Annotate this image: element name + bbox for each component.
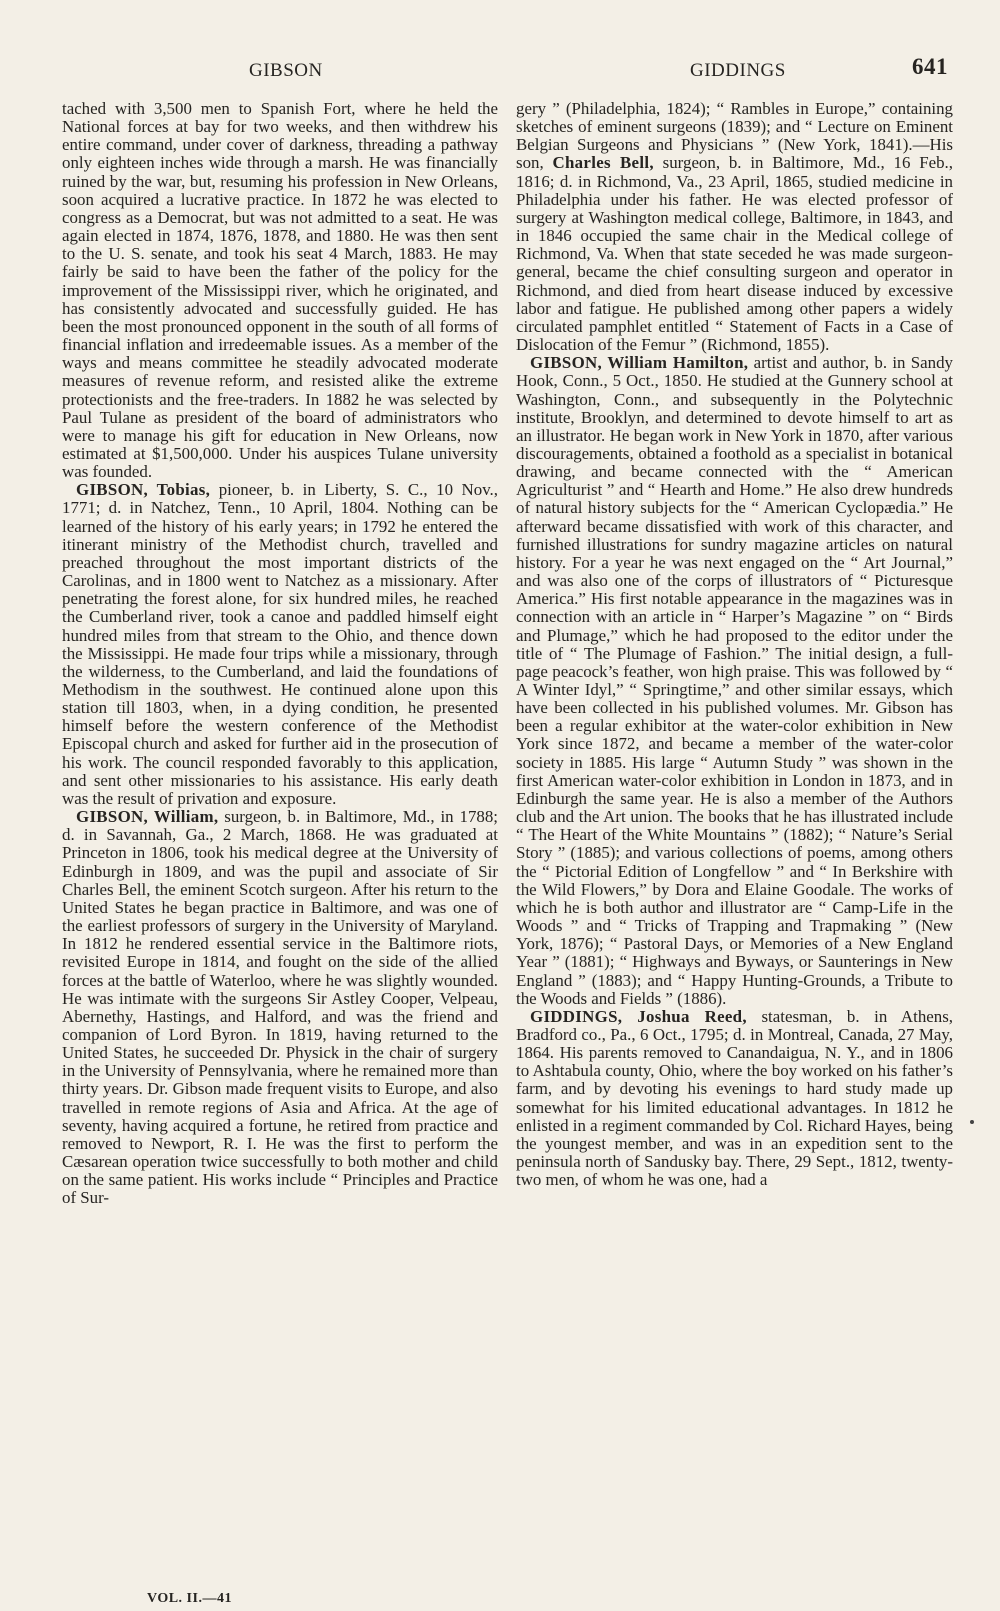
paragraph-text-continued: surgeon, b. in Baltimore, Md., 16 Feb., 1816; d. in Richmond, Va., 23 April, 1865, studied medicine in Philadelphia under his father. He was elected professor of surgery at Washington medical college, Baltimore, in 1843, and in 1846 occupied the same chair in the Medical college of Richmond, Va. When that state seceded he was made surgeon-general, became the chief consulting surgeon and operator in Richmond, and died from heart disease induced by excessive labor and fatigue. He published among other papers a widely circulated pamphlet entitled “ Statement of Facts in a Case of Dislocation of the Femur ” (Richmond, 1855).: [516, 153, 953, 355]
margin-speck: [970, 1120, 974, 1124]
right-column: [516, 100, 953, 1189]
entry-text: surgeon, b. in Baltimore, Md., in 1788; d. in Savannah, Ga., 2 March, 1868. He was graduated at Princeton in 1806, took his medical degree at the University of Edinburgh in 1809, and was the pupil and associate of Sir Charles Bell, the eminent Scotch surgeon. After his return to the United States he began practice in Baltimore, and was one of the earliest professors of surgery in the University of Maryland. In 1812 he rendered essential service in the Baltimore riots, revisited Europe in 1814, and fought on the side of the allied forces at the battle of Waterloo, where he was slightly wounded. He was intimate with the surgeons Sir Astley Cooper, Velpeau, Abernethy, Hastings, and Halford, and was the friend and companion of Lord Byron. In 1819, having returned to the United States, he succeeded Dr. Physick in the chair of surgery in the University of Pennsylvania, where he remained more than thirty years. Dr. Gibson made frequent visits to Europe, and also travelled in remote regions of Asia and Africa. At the age of seventy, having acquired a fortune, he retired from practice and removed to Newport, R. I. He was the first to perform the Cæsarean operation twice successfully to both mother and child on the same patient. His works include “ Principles and Practice of Sur-: [62, 807, 498, 1208]
subentry-heading: Charles Bell,: [552, 153, 654, 173]
paragraph-text: tached with 3,500 men to Spanish Fort, where he held the National forces at bay for two weeks, and then withdrew his entire command, under cover of darkness, threading a pathway only eighteen inches wide through a marsh. He was financially ruined by the war, but, resuming his profession in New Orleans, soon acquired a lucrative practice. In 1872 he was elected to congress as a Democrat, but was not admitted to a seat. He was again elected in 1874, 1876, 1878, and 1880. He was then sent to the U. S. senate, and took his seat 4 March, 1883. He may fairly be said to have been the father of the policy for the improvement of the Mississippi river, which he originated, and has consistently advocated and successfully guided. He has been the most pronounced opponent in the south of all forms of financial inflation and irredeemable issues. As a member of the ways and means committee he steadily advocated moderate measures of revenue reform, and resisted alike the extreme protectionists and the free-traders. In 1882 he was selected by Paul Tulane as president of the board of administrators who were to manage his gift for education in New Orleans, now estimated at $1,500,000. Under his auspices Tulane university was founded.: [62, 99, 498, 482]
continued-paragraph: [516, 100, 953, 354]
running-head-left: GIBSON: [249, 60, 323, 81]
running-head: [62, 54, 952, 90]
entry-giddings-joshua-reed: [516, 1008, 953, 1190]
paragraph-text: gery ” (Philadelphia, 1824); “ Rambles in Europe,” containing sketches of eminent surgeons (1839); and “ Lecture on Eminent Belgian Surgeons and Physicians ” (New York, 1841).—His son,: [516, 99, 953, 173]
signature-mark: VOL. II.—41: [147, 1591, 232, 1606]
continued-paragraph: [62, 100, 498, 481]
entry-gibson-william: [62, 808, 498, 1207]
entry-gibson-william-hamilton: [516, 354, 953, 1008]
entry-text: artist and author, b. in Sandy Hook, Conn., 5 Oct., 1850. He studied at the Gunnery school at Washington, Conn., and subsequently in the Polytechnic institute, Brooklyn, and determined to devote himself to art as an illustrator. He began work in New York in 1870, after various discouragements, obtained a foothold as a specialist in botanical drawing, and became connected with the “ American Agriculturist ” and “ Hearth and Home.” He also drew hundreds of natural history subjects for the “ American Cyclopædia.” He afterward became dissatisfied with work of this character, and furnished illustrations for sundry magazine articles on natural history. For a year he was next engaged on the “ Art Journal,” and was also one of the corps of illustrators of “ Picturesque America.” His first notable appearance in the magazines was in connection with an article in “ Harper’s Magazine ” on “ Birds and Plumage,” which he had proposed to the editor under the title of “ The Plumage of Fashion.” The initial design, a full-page peacock’s feather, won high praise. This was followed by “ A Winter Idyl,” “ Springtime,” and other similar essays, which have been collected in his published volumes. Mr. Gibson has been a regular exhibitor at the water-color exhibition in New York since 1872, and became a member of the water-color society in 1885. His large “ Autumn Study ” was shown in the first American water-color exhibition in London in 1873, and in Edinburgh the same year. He is also a member of the Authors club and the Art union. The books that he has illustrated include “ The Heart of the White Mountains ” (1882); “ Nature’s Serial Story ” (1885); and various collections of poems, among others the “ Pictorial Edition of Longfellow ” and “ In Berkshire with the Wild Flowers,” by Dora and Elaine Goodale. The works of which he is both author and illustrator are “ Camp-Life in the Woods ” and “ Tricks of Trapping and Trapmaking ” (New York, 1876); “ Pastoral Days, or Memories of a New England Year ” (1881); “ Highways and Byways, or Saunterings in New England ” (1883); and “ Happy Hunting-Grounds, a Tribute to the Woods and Fields ” (1886).: [516, 353, 953, 1008]
entry-heading: GIBSON, William Hamilton,: [530, 353, 749, 373]
entry-heading: GIDDINGS, Joshua Reed,: [530, 1006, 747, 1026]
left-column: [62, 100, 498, 1208]
entry-text: pioneer, b. in Liberty, S. C., 10 Nov., 1771; d. in Natchez, Tenn., 10 April, 1804. Nothing can be learned of the history of his early years; in 1792 he entered the itinerant ministry of the Methodist church, travelled and preached throughout the most important districts of the Carolinas, and in 1800 went to Natchez as a missionary. After penetrating the forest alone, for six hundred miles, he reached the Cumberland river, took a canoe and paddled himself eight hundred miles from that stream to the Ohio, and thence down the Mississippi. He made four trips while a missionary, through the wilderness, to the Cumberland, and laid the foundations of Methodism in the southwest. He continued alone upon this station till 1803, when, in a dying condition, he presented himself before the western conference of the Methodist Episcopal church and asked for further aid in the prosecution of his work. The council responded favorably to this application, and sent other missionaries to his assistance. His early death was the result of privation and exposure.: [62, 480, 498, 808]
entry-gibson-tobias: [62, 481, 498, 808]
entry-text: statesman, b. in Athens, Bradford co., Pa., 6 Oct., 1795; d. in Montreal, Canada, 27 May, 1864. His parents removed to Canandaigua, N. Y., and in 1806 to Ashtabula county, Ohio, where the boy worked on his father’s farm, and by devoting his evenings to hard study made up somewhat for his limited educational advantages. In 1812 he enlisted in a regiment commanded by Col. Richard Hayes, being the youngest member, and was in an expedition sent to the peninsula north of Sandusky bay. There, 29 Sept., 1812, twenty-two men, of whom he was one, had a: [516, 1006, 954, 1190]
entry-heading: GIBSON, William,: [76, 807, 219, 827]
entry-heading: GIBSON, Tobias,: [76, 480, 211, 500]
page-number: 641: [912, 54, 948, 79]
running-head-right: GIDDINGS: [690, 60, 786, 81]
